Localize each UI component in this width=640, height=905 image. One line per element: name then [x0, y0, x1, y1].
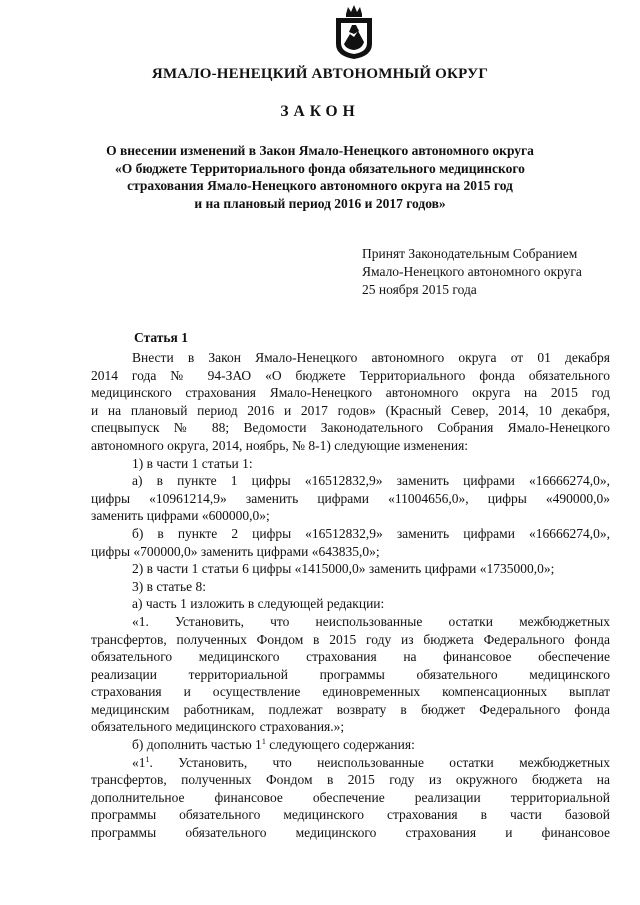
list-item-text: б) дополнить частью 1	[132, 737, 262, 753]
list-item	[91, 736, 610, 754]
superscript: 1	[261, 737, 266, 747]
body-line: медицинского страхования Ямало-Ненецкого автономного округа на 2015 год	[91, 385, 610, 401]
coat-of-arms-emblem	[332, 4, 376, 60]
article-heading: Статья 1	[134, 330, 188, 345]
document-type-heading: ЗАКОН	[280, 103, 360, 120]
quoted-line: обязательного медицинского страхования.»;	[91, 719, 345, 735]
article-body	[91, 349, 610, 842]
adoption-note-line: Принят Законодательным Собранием	[362, 246, 578, 261]
body-line: заменить цифрами «600000,0»;	[91, 508, 270, 524]
quoted-text: «1	[132, 754, 146, 770]
law-title-line: «О бюджете Территориального фонда обязательного медицинского	[115, 160, 525, 176]
quoted-line: программы обязательного медицинского страхования и финансовое	[91, 825, 610, 841]
body-line: автономного округа, 2014, ноябрь, № 8-1) следующие изменения:	[91, 437, 469, 453]
list-item-text: следующего содержания:	[265, 737, 415, 753]
quoted-line: дополнительное финансовое обеспечение реализации территориальной	[91, 789, 610, 805]
body-line: и на плановый период 2016 и 2017 годов» (Красный Север, 2014, 10 декабря,	[91, 402, 610, 418]
adoption-note-line: Ямало-Ненецкого автономного округа	[362, 264, 582, 279]
body-line: 2014 года № 94-ЗАО «О бюджете Территориального фонда обязательного	[91, 367, 610, 383]
quoted-line	[91, 754, 610, 772]
body-line: спецвыпуск № 88; Ведомости Законодательного Собрания Ямало-Ненецкого	[91, 420, 610, 436]
list-item: а) часть 1 изложить в следующей редакции:	[132, 596, 385, 612]
region-name: ЯМАЛО-НЕНЕЦКИЙ АВТОНОМНЫЙ ОКРУГ	[151, 66, 489, 82]
adoption-note	[362, 245, 582, 299]
list-item: 1) в части 1 статьи 1:	[132, 455, 253, 471]
body-line: цифры «10961214,9» заменить цифрами «11004656,0», цифры «490000,0»	[91, 490, 610, 506]
law-title-line: и на плановый период 2016 и 2017 годов»	[194, 195, 446, 211]
quoted-line: реализации территориальной программы обязательного медицинского	[91, 666, 610, 682]
quoted-line: трансфертов, полученных Фондом в 2015 году из окружного бюджета на	[91, 772, 610, 788]
quoted-text: . Установить, что неиспользованные остатки межбюджетных	[149, 754, 610, 770]
body-line: Внести в Закон Ямало-Ненецкого автономного округа от 01 декабря	[132, 350, 610, 365]
list-item: 2) в части 1 статьи 6 цифры «1415000,0» заменить цифрами «1735000,0»;	[132, 561, 555, 577]
law-title	[0, 142, 640, 212]
body-line: б) в пункте 2 цифры «16512832,9» заменить цифрами «16666274,0»,	[132, 525, 610, 541]
superscript: 1	[145, 754, 150, 764]
law-title-line: О внесении изменений в Закон Ямало-Ненецкого автономного округа	[106, 143, 534, 158]
list-item: 3) в статье 8:	[132, 578, 206, 594]
quoted-line: трансфертов, полученных Фондом в 2015 году из бюджета Федерального фонда	[91, 631, 610, 647]
quoted-line: обязательного медицинского страхования на финансовое обеспечение	[91, 649, 610, 665]
quoted-line: медицинским работникам, подлежат возврату в бюджет Федерального фонда	[91, 701, 610, 717]
quoted-line: страхования и осуществление единовременных компенсационных выплат	[91, 684, 610, 700]
quoted-line: программы обязательного медицинского страхования в части базовой	[91, 807, 610, 823]
body-line: цифры «700000,0» заменить цифрами «643835,0»;	[91, 543, 380, 559]
adoption-date: 25 ноября 2015 года	[362, 282, 477, 297]
body-line: а) в пункте 1 цифры «16512832,9» заменить цифрами «16666274,0»,	[132, 473, 610, 489]
law-title-line: страхования Ямало-Ненецкого автономного округа на 2015 год	[127, 178, 513, 193]
quoted-line: «1. Установить, что неиспользованные остатки межбюджетных	[132, 613, 610, 629]
